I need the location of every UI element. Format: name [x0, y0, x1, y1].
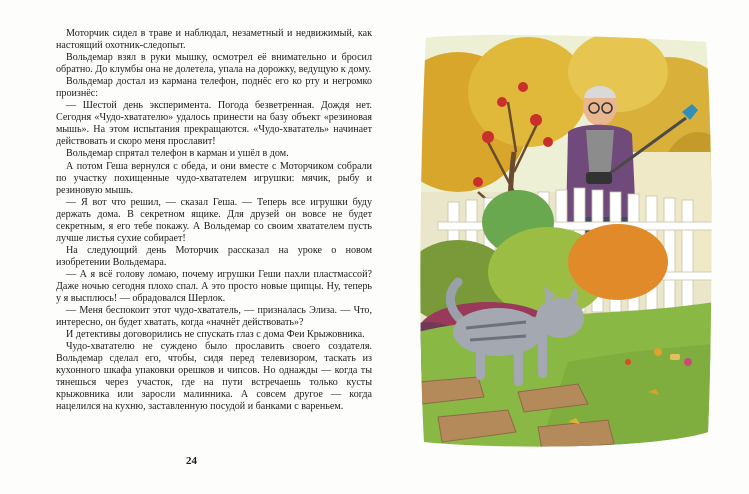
text-column: [56, 28, 372, 414]
paragraph: — Меня беспокоит этот чудо-хвататель, — призналась Элиза. — Что, интересно, он будет хватать, когда «начнёт действовать»?: [56, 305, 372, 329]
paragraph: А потом Геша вернулся с обеда, и они вместе с Моторчиком собрали по участку похищенные чудо-хватателем игрушки: мячик, рыбу и резиновую мышь.: [56, 160, 372, 196]
paragraph: — А я всё голову ломаю, почему игрушки Геши пахли пластмассой? Даже ночью сегодня плохо спал. А это просто новые щипцы. Ну, теперь у я высплюсь! — обрадовался Шерлок.: [56, 268, 372, 305]
paragraph: Вольдемар спрятал телефон в карман и ушёл в дом.: [66, 148, 289, 160]
paragraph: Вольдемар взял в руки мышку, осмотрел её внимательно и бросил обратно. До клумбы она не долетела, упала на дорожку, ведущую к дому.: [56, 52, 372, 76]
illustration-svg: [418, 32, 714, 452]
paragraph: И детективы договорились не спускать глаз с дома Феи Крыжовника.: [66, 329, 365, 341]
paragraph: Вольдемар достал из кармана телефон, поднёс его ко рту и негромко произнёс:: [56, 76, 372, 100]
garden-illustration: [418, 32, 714, 452]
paragraph: На следующий день Моторчик рассказал на уроке о новом изобретении Вольдемара.: [56, 244, 372, 268]
paragraph: Моторчик сидел в траве и наблюдал, незаметный и недвижимый, как настоящий охотник-следопыт.: [56, 28, 372, 52]
paragraph: — Я вот что решил, — сказал Геша. — Теперь все игрушки буду держать дома. В секретном ящике. Для друзей он вовсе не будет секретным, я его тебе покажу. А Вольдемар со своим хватателем пусть лучше листья сухие собирает!: [56, 196, 372, 244]
paragraph: — Шестой день эксперимента. Погода безветренная. Дождя нет. Сегодня «Чудо-хватателю» удалось принести на базу объект «резиновая мышь». На этом испытания прекращаются. «Чудо-хвататель» начинает действовать и скоро меня прославит!: [56, 100, 372, 148]
page-number: 24: [186, 455, 197, 467]
paragraph: Чудо-хватателю не суждено было прославить своего создателя. Вольдемар сделал его, чтобы, сидя перед телевизором, таскать из кухонного шкафа упаковки орешков и чипсов. Но однажды — когда ты тянешься через участок, где на пути встречаешь только кусты крыжовника или заросли малинника. А совсем другое — когда нацелился на кухню, заставленную посудой и банками с вареньем.: [56, 341, 372, 413]
